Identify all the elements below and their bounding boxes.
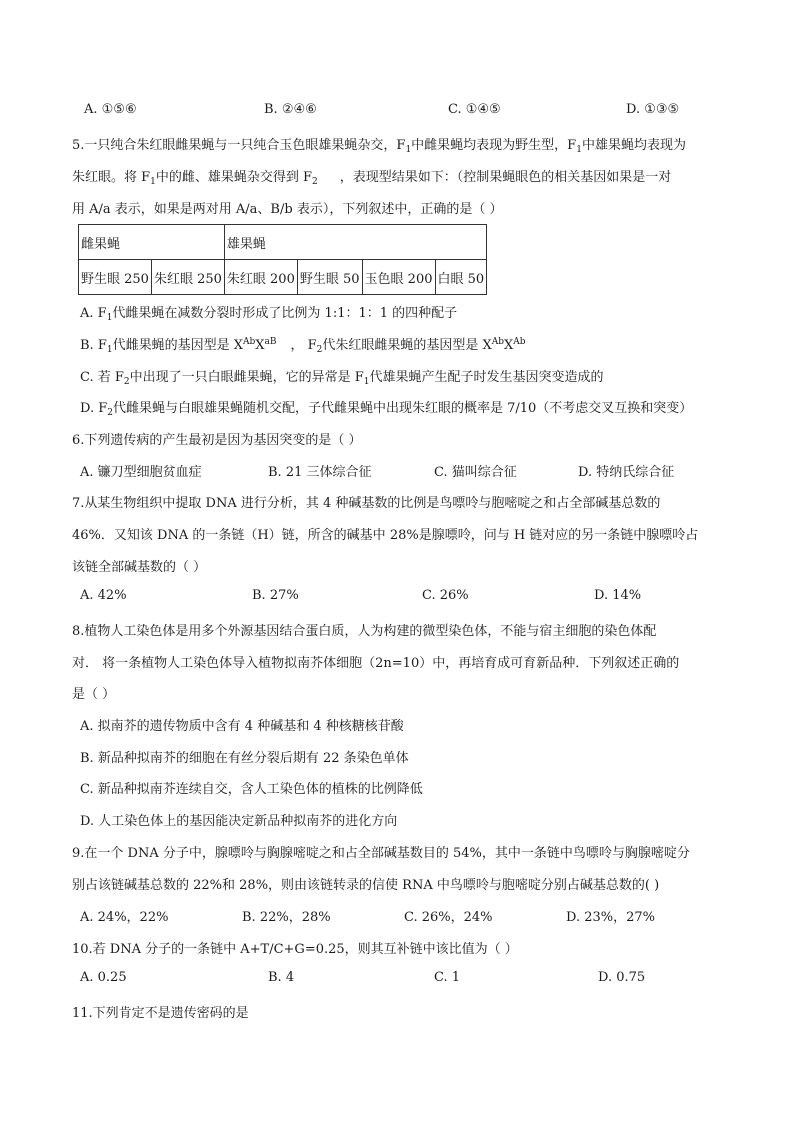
q4-option-a: A. ①⑤⑥ (84, 102, 137, 117)
q9-stem-line1: 9.在一个 DNA 分子中，腺嘌呤与胸腺嘧啶之和占全部碱基数目的 54%，其中一条链中鸟嘌呤与胸腺嘧啶分 (72, 846, 690, 861)
q8-option-a: A. 拟南芥的遗传物质中含有 4 种碱基和 4 种核糖核苷酸 (80, 719, 404, 734)
table-header-female: 雌果蝇 (79, 225, 225, 260)
q6-stem: 6.下列遗传病的产生最初是因为基因突变的是（ ） (72, 433, 362, 448)
q10-option-c: C. 1 (434, 970, 461, 985)
table-cell: 野生眼 50 (297, 260, 362, 295)
q4-option-d: D. ①③⑤ (626, 102, 680, 117)
q5-stem-line2: 朱红眼。将 $F_1$中的雌、雄果蝇杂交得到 $F_2$ ，表现型结果如下：（控制果蝇眼色的相关基因如果是一对 (72, 170, 672, 187)
q8-option-c: C. 新品种拟南芥连续自交，含人工染色体的植株的比例降低 (80, 782, 423, 797)
q6-option-d: D. 特纳氏综合征 (578, 465, 675, 480)
phenotype-table (78, 224, 487, 295)
q9-option-b: B. 22%，28% (242, 910, 331, 925)
q7-option-a: A. 42% (80, 588, 127, 603)
q8-option-b: B. 新品种拟南芥的细胞在有丝分裂后期有 22 条染色单体 (80, 751, 409, 766)
table-cell: 朱红眼 250 (151, 260, 224, 295)
q6-option-a: A. 镰刀型细胞贫血症 (80, 465, 202, 480)
q10-option-a: A. 0.25 (80, 970, 127, 985)
q6-option-b: B. 21 三体综合征 (268, 465, 372, 480)
q5-option-c: C. 若 $F_2$中出现了一只白眼雌果蝇，它的异常是 $F_1$代雄果蝇产生配子时发生基因突变造成的 (80, 370, 604, 387)
q7-stem-line1: 7.从某生物组织中提取 DNA 进行分析，其 4 种碱基数的比例是鸟嘌呤与胞嘧啶之和占全部碱基总数的 (72, 496, 661, 511)
q4-option-c: C. ①④⑤ (448, 102, 501, 117)
q7-option-b: B. 27% (252, 588, 299, 603)
table-row (79, 260, 487, 295)
q5-stem-line1: 5.一只纯合朱红眼雌果蝇与一只纯合玉色眼雄果蝇杂交，$F_1$中雌果蝇均表现为野生型，$F_1$中雄果蝇均表现为 (72, 138, 686, 155)
q9-stem-line2: 别占该链碱基总数的 22%和 28%，则由该链转录的信使 RNA 中鸟嘌呤与胞嘧啶分别占碱基总数的( ) (72, 878, 660, 893)
q8-option-d: D. 人工染色体上的基因能决定新品种拟南芥的进化方向 (80, 814, 398, 829)
q9-option-a: A. 24%，22% (80, 910, 169, 925)
table-cell: 白眼 50 (435, 260, 487, 295)
q7-option-c: C. 26% (422, 588, 469, 603)
q8-stem-line2: 对． 将一条植物人工染色体导入植物拟南芥体细胞（2n=10）中，再培育成可育新品种．下列叙述正确的 (72, 656, 680, 671)
table-row (79, 225, 487, 260)
q7-stem-line3: 该链全部碱基数的（ ） (72, 560, 207, 575)
q5-option-b: B. $F_1$代雌果蝇的基因型是 $X^{Ab}X^{aB}$ ， $F_2$代朱红眼雌果蝇的基因型是 $X^{Ab}X^{Ab}$ (80, 337, 526, 355)
q5-stem-line3: 用 A/a 表示，如果是两对用 A/a、B/b 表示），下列叙述中，正确的是（ ） (72, 202, 503, 217)
q11-stem: 11.下列肯定不是遗传密码的是 (72, 1006, 249, 1021)
q10-stem: 10.若 DNA 分子的一条链中 A+T/C+G=0.25，则其互补链中该比值为（ ） (72, 942, 518, 957)
table-cell: 朱红眼 200 (224, 260, 297, 295)
q10-option-b: B. 4 (268, 970, 295, 985)
table-cell: 野生眼 250 (79, 260, 152, 295)
q10-option-d: D. 0.75 (598, 970, 646, 985)
q9-option-d: D. 23%，27% (566, 910, 656, 925)
q9-option-c: C. 26%，24% (404, 910, 493, 925)
table-header-male: 雄果蝇 (224, 225, 486, 260)
table-cell: 玉色眼 200 (362, 260, 435, 295)
q8-stem-line3: 是（ ） (72, 687, 116, 702)
q6-option-c: C. 猫叫综合征 (434, 465, 517, 480)
q7-stem-line2: 46%．又知该 DNA 的一条链（H）链，所含的碱基中 28%是腺嘌呤，问与 H 链对应的另一条链中腺嘌呤占 (72, 528, 699, 543)
q5-option-d: D. $F_2$代雌果蝇与白眼雄果蝇随机交配，子代雌果蝇中出现朱红眼的概率是 7/10（不考虑交叉互换和突变） (80, 401, 693, 418)
q5-option-a: A. $F_1$代雌果蝇在减数分裂时形成了比例为 1:1：1：1 的四种配子 (80, 306, 458, 323)
q4-option-b: B. ②④⑥ (264, 102, 317, 117)
q8-stem-line1: 8.植物人工染色体是用多个外源基因结合蛋白质，人为构建的微型染色体，不能与宿主细胞的染色体配 (72, 624, 657, 639)
q7-option-d: D. 14% (594, 588, 642, 603)
